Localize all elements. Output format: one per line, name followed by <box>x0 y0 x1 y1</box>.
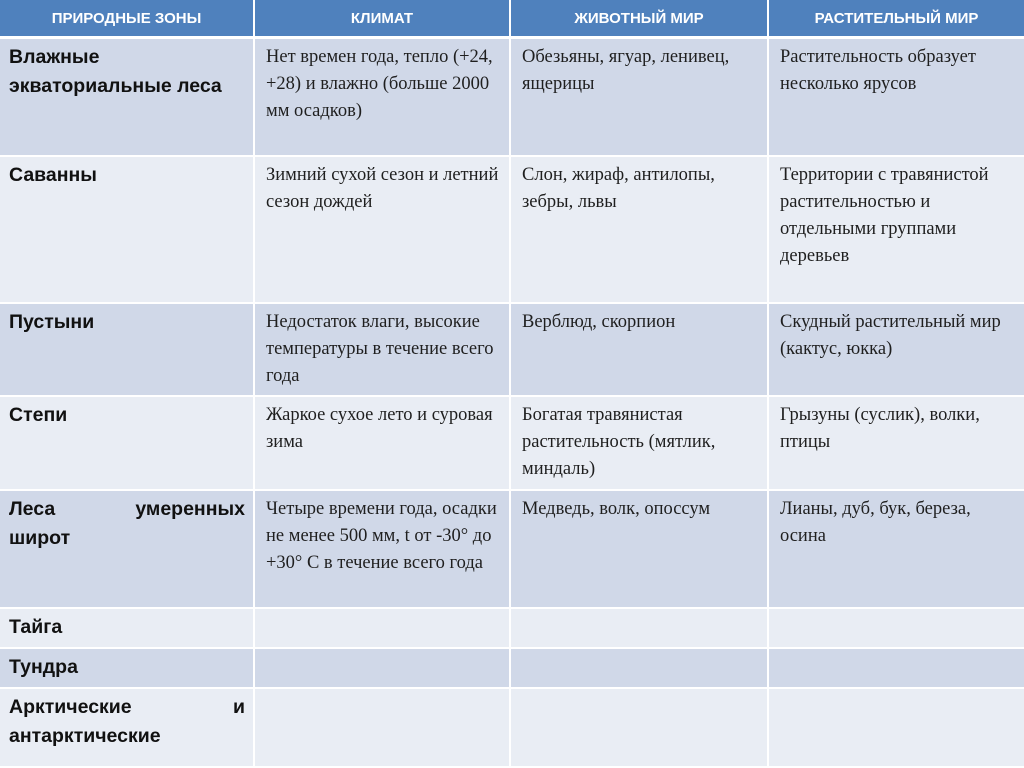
flora-cell: Грызуны (суслик), волки, птицы <box>768 396 1024 490</box>
header-fauna: ЖИВОТНЫЙ МИР <box>510 0 768 38</box>
fauna-cell <box>510 608 768 648</box>
header-flora: РАСТИТЕЛЬНЫЙ МИР <box>768 0 1024 38</box>
zone-label-line-1: Леса умеренных <box>9 497 245 520</box>
fauna-cell <box>510 648 768 688</box>
climate-cell: Жаркое сухое лето и суровая зима <box>254 396 510 490</box>
fauna-cell: Медведь, волк, опоссум <box>510 490 768 608</box>
fauna-cell: Обезьяны, ягуар, ленивец, ящерицы <box>510 38 768 156</box>
zone-cell: Степи <box>0 396 254 490</box>
climate-cell: Зимний сухой сезон и летний сезон дождей <box>254 156 510 303</box>
zone-cell: Тайга <box>0 608 254 648</box>
table-row <box>0 396 1024 490</box>
header-row <box>0 0 1024 38</box>
table-row <box>0 38 1024 156</box>
zone-cell: Пустыни <box>0 303 254 396</box>
header-climate: КЛИМАТ <box>254 0 510 38</box>
table-row <box>0 156 1024 303</box>
header-natural-zones: ПРИРОДНЫЕ ЗОНЫ <box>0 0 254 38</box>
flora-cell: Лианы, дуб, бук, береза, осина <box>768 490 1024 608</box>
climate-cell <box>254 648 510 688</box>
fauna-cell: Верблюд, скорпион <box>510 303 768 396</box>
zone-label-line-2: широт <box>9 526 71 549</box>
climate-cell: Нет времен года, тепло (+24, +28) и влажно (больше 2000 мм осадков) <box>254 38 510 156</box>
zone-cell <box>0 688 254 767</box>
climate-cell: Недостаток влаги, высокие температуры в течение всего года <box>254 303 510 396</box>
table-row <box>0 303 1024 396</box>
flora-cell: Территории с травянистой растительностью и отдельными группами деревьев <box>768 156 1024 303</box>
zone-label-line-2: антарктические <box>9 724 161 747</box>
zone-cell: Тундра <box>0 648 254 688</box>
flora-cell: Растительность образует несколько ярусов <box>768 38 1024 156</box>
fauna-cell <box>510 688 768 767</box>
flora-cell <box>768 648 1024 688</box>
fauna-cell: Слон, жираф, антилопы, зебры, львы <box>510 156 768 303</box>
flora-cell <box>768 608 1024 648</box>
table-row <box>0 608 1024 648</box>
zone-label-line-1: Арктические и <box>9 695 245 718</box>
table-row <box>0 490 1024 608</box>
zone-cell <box>0 490 254 608</box>
zone-cell: Влажные экваториальные леса <box>0 38 254 156</box>
flora-cell <box>768 688 1024 767</box>
climate-cell <box>254 688 510 767</box>
table-row <box>0 648 1024 688</box>
climate-cell: Четыре времени года, осадки не менее 500 мм, t от -30° до +30° С в течение всего года <box>254 490 510 608</box>
zone-cell: Саванны <box>0 156 254 303</box>
flora-cell: Скудный растительный мир (кактус, юкка) <box>768 303 1024 396</box>
table-row <box>0 688 1024 767</box>
climate-cell <box>254 608 510 648</box>
fauna-cell: Богатая травянистая растительность (мятлик, миндаль) <box>510 396 768 490</box>
